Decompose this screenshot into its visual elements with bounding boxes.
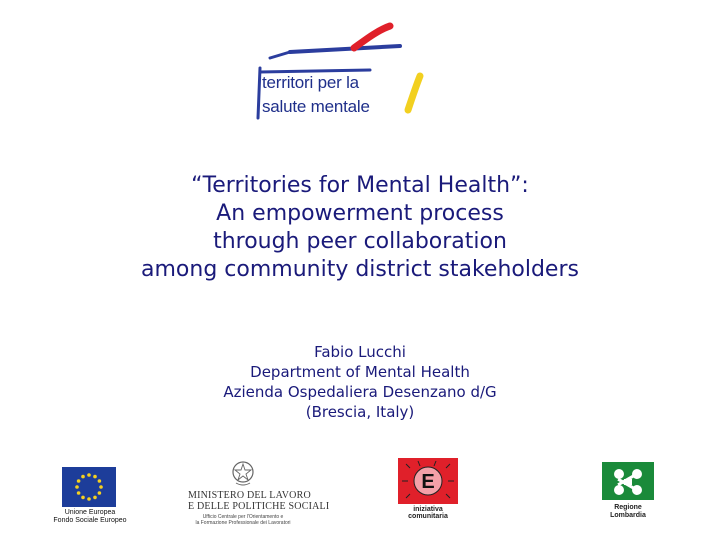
ministry-line3: Ufficio Centrale per l'Orientamento e — [202, 514, 284, 520]
iniziativa-emblem-icon — [396, 458, 460, 506]
iniziativa-letter: E — [421, 471, 435, 493]
lombardia-caption — [598, 504, 658, 520]
territori-logo — [250, 22, 440, 122]
eu-caption-line2: Fondo Sociale Europeo — [53, 517, 127, 524]
eu-flag-logo — [62, 467, 116, 507]
author-department: Department of Mental Health — [250, 363, 470, 381]
author-block — [0, 342, 720, 422]
ministry-logo — [188, 458, 330, 528]
ministry-line1: MINISTERO DEL LAVORO — [188, 490, 311, 501]
iniziativa-comunitaria-logo — [396, 458, 460, 522]
iniziativa-caption — [396, 506, 460, 520]
eu-stars-icon — [62, 467, 116, 507]
lombardia-caption-line2: Lombardia — [610, 512, 646, 519]
iniziativa-caption-line1: iniziativa — [413, 506, 443, 513]
title-line-4: among community district stakeholders — [141, 257, 579, 282]
ministry-line2: E DELLE POLITICHE SOCIALI — [188, 501, 330, 512]
iniziativa-caption-line2: comunitaria — [408, 513, 448, 520]
regione-lombardia-logo — [598, 462, 658, 524]
title-line-3: through peer collaboration — [213, 229, 507, 254]
eu-caption — [50, 509, 130, 525]
author-institution: Azienda Ospedaliera Desenzano d/G — [223, 383, 497, 401]
logo-text-line1: territori per la — [262, 73, 359, 92]
ministry-line4: la Formazione Professionale dei Lavoratori — [195, 520, 291, 526]
author-location: (Brescia, Italy) — [305, 403, 415, 421]
logo-text-line2: salute mentale — [262, 97, 370, 116]
italian-emblem-icon — [230, 458, 256, 488]
title-line-2: An empowerment process — [216, 201, 504, 226]
title-line-1: “Territories for Mental Health”: — [191, 173, 529, 198]
presentation-title — [0, 172, 720, 284]
lombardia-rose-icon — [598, 462, 658, 502]
lombardia-caption-line1: Regione — [614, 504, 642, 511]
eu-caption-line1: Unione Europea — [64, 509, 116, 516]
author-name: Fabio Lucchi — [314, 343, 406, 361]
